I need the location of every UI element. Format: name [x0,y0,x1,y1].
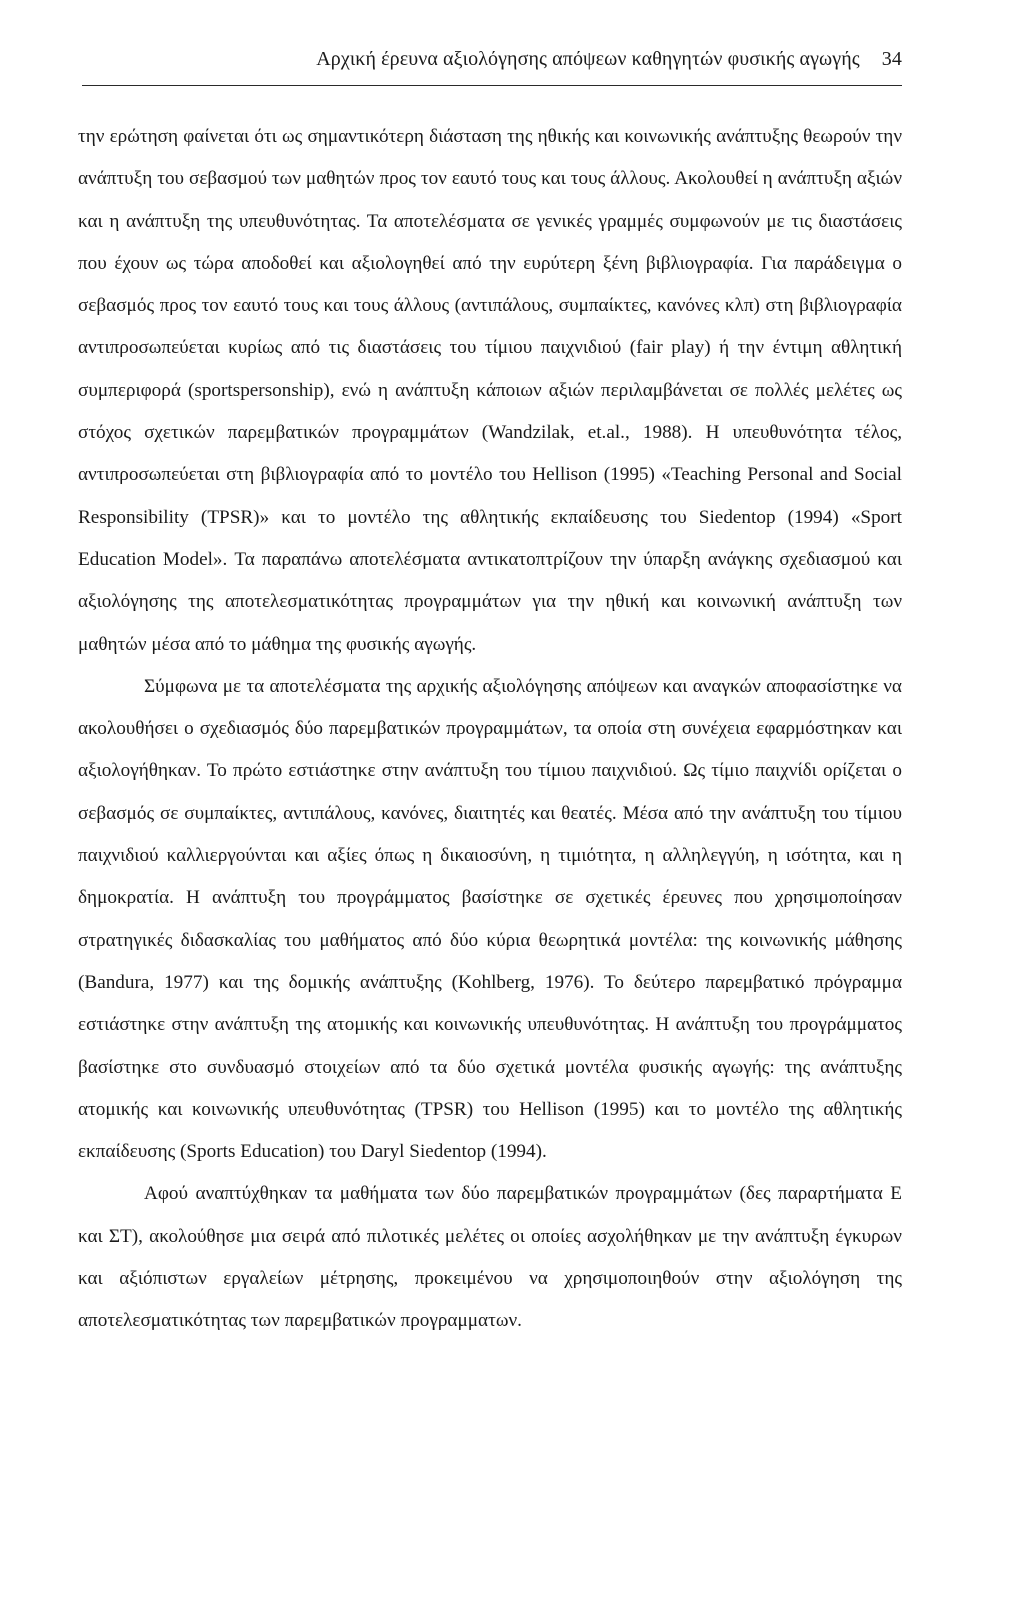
paragraph-intervention-programs: Σύμφωνα με τα αποτελέσματα της αρχικής αξιολόγησης απόψεων και αναγκών αποφασίστηκε να ακολουθήσει ο σχεδιασμός δύο παρεμβατικών προγραμμάτων, τα οποία στη συνέχεια εφαρμόστηκαν και αξιολογήθηκαν. Το πρώτο εστιάστηκε στην ανάπτυξη του τίμιου παιχνιδιού. Ως τίμιο παιχνίδι ορίζεται ο σεβασμός σε συμπαίκτες, αντιπάλους, κανόνες, διαιτητές και θεατές. Μέσα από την ανάπτυξη του τίμιου παιχνιδιού καλλιεργούνται και αξίες όπως η δικαιοσύνη, η τιμιότητα, η αλληλεγγύη, η ισότητα, και η δημοκρατία. Η ανάπτυξη του προγράμματος βασίστηκε σε σχετικές έρευνες που χρησιμοποίησαν στρατηγικές διδασκαλίας του μαθήματος από δύο κύρια θεωρητικά μοντέλα: της κοινωνικής μάθησης (Bandura, 1977) και της δομικής ανάπτυξης (Kohlberg, 1976). Το δεύτερο παρεμβατικό πρόγραμμα εστιάστηκε στην ανάπτυξη της ατομικής και κοινωνικής υπευθυνότητας. Η ανάπτυξη του προγράμματος βασίστηκε στο συνδυασμό στοιχείων από τα δύο σχετικά μοντέλα φυσικής αγωγής: της ανάπτυξης ατομικής και κοινωνικής υπευθυνότητας (TPSR) του Hellison (1995) και το μοντέλο της αθλητικής εκπαίδευσης (Sports Education) του Daryl Siedentop (1994). [78,675,902,1163]
running-header [82,48,902,86]
paragraph-continued: την ερώτηση φαίνεται ότι ως σημαντικότερη διάσταση της ηθικής και κοινωνικής ανάπτυξης θεωρούν την ανάπτυξη του σεβασμού των μαθητών προς τον εαυτό τους και τους άλλους. Ακολουθεί η ανάπτυξη αξιών και η ανάπτυξη της υπευθυνότητας. Τα αποτελέσματα σε γενικές γραμμές συμφωνούν με τις διαστάσεις που έχουν ως τώρα αποδοθεί και αξιολογηθεί από την ευρύτερη ξένη βιβλιογραφία. Για παράδειγμα ο σεβασμός προς τον εαυτό τους και τους άλλους (αντιπάλους, συμπαίκτες, κανόνες κλπ) στη βιβλιογραφία αντιπροσωπεύεται κυρίως από τις διαστάσεις του τίμιου παιχνιδιού (fair play) ή την έντιμη αθλητική συμπεριφορά (sportspersonship), ενώ η ανάπτυξη κάποιων αξιών περιλαμβάνεται σε πολλές μελέτες ως στόχος σχετικών παρεμβατικών προγραμμάτων (Wandzilak, et.al., 1988). Η υπευθυνότητα τέλος, αντιπροσωπεύεται στη βιβλιογραφία από το μοντέλο του Hellison (1995) «Teaching Personal and Social Responsibility (TPSR)» και το μοντέλο της αθλητικής εκπαίδευσης του Siedentop (1994) «Sport Education Model». Τα παραπάνω αποτελέσματα αντικατοπτρίζουν την ύπαρξη ανάγκης σχεδιασμού και αξιολόγησης της αποτελεσματικότητας προγραμμάτων για την ηθική και κοινωνική ανάπτυξη των μαθητών μέσα από το μάθημα της φυσικής αγωγής. [78,126,902,655]
paragraph-pilot-studies: Αφού αναπτύχθηκαν τα μαθήματα των δύο παρεμβατικών προγραμμάτων (δες παραρτήματα Ε και ΣΤ), ακολούθησε μια σειρά από πιλοτικές μελέτες οι οποίες ασχολήθηκαν με την ανάπτυξη έγκυρων και αξιόπιστων εργαλείων μέτρησης, προκειμένου να χρησιμοποιηθούν στην αξιολόγηση της αποτελεσματικότητας των παρεμβατικών προγραμματων. [78,1183,902,1332]
body-text [78,116,902,1343]
header-title: Αρχική έρευνα αξιολόγησης απόψεων καθηγητών φυσικής αγωγής [316,48,860,70]
document-page [78,48,902,1343]
page-number: 34 [881,48,902,70]
